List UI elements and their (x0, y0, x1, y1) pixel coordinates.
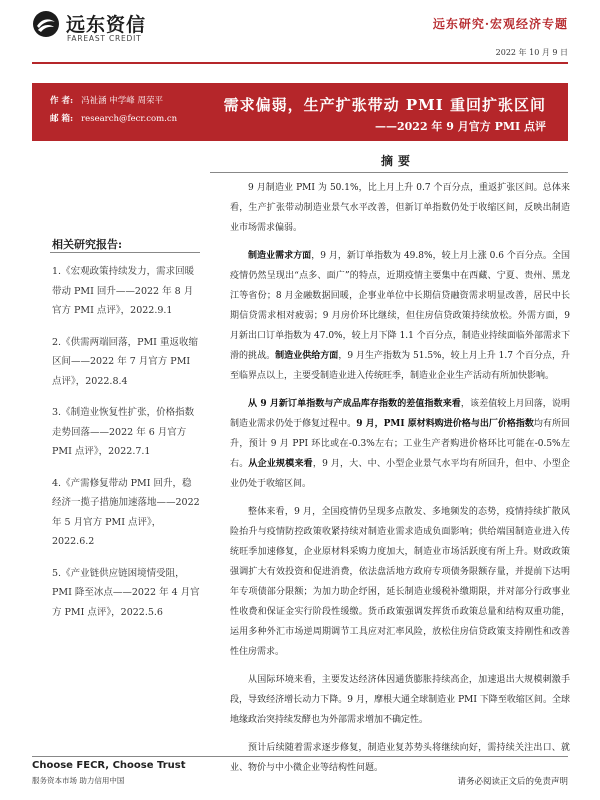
abstract-paragraph (230, 246, 570, 386)
related-report-item[interactable]: 2.《供需两端回落，PMI 重返收缩区间——2022 年 7 月官方 PMI 点评》，2022.8.4 (52, 336, 198, 387)
abstract-paragraph: 整体来看，9 月，全国疫情仍呈现多点散发、多地频发的态势，疫情持续扩散风险抬升与疫情防控政策收紧持续对制造业需求造成负面影响；供给端国制造业进入传统旺季加速修复，企业原材料采购力度加大，制造业市场活跃度有所上升。财政政策强调扩大有效投资和促进消费，依法盘活地方政府专项债务限额存量，并提前下达明年专项债部分限额；为加力助企纾困，延长制造业缓税补缴期限，并对部分行政事业性收费和保证金实行阶段性缓缴。货币政策强调发挥货币政策总量和结构双重功能，运用多种外汇市场逆周期调节工具应对汇率风险，放松住房信贷政策支持刚性和改善性住房需求。 (230, 507, 570, 657)
report-date: 2022 年 10 月 9 日 (495, 48, 568, 57)
related-divider (50, 252, 200, 253)
related-report-item[interactable]: 1.《宏观政策持续发力，需求回暖带动 PMI 回升——2022 年 8 月官方 PMI 点评》，2022.9.1 (52, 266, 195, 316)
related-report-item[interactable]: 5.《产业链供应链困境情受阻，PMI 降至冰点——2022 年 4 月官方 PMI 点评》，2022.5.6 (52, 567, 200, 618)
authors-line (50, 94, 163, 106)
logo (32, 8, 192, 48)
header-divider (32, 62, 568, 64)
logo-text-en: FAREAST CREDIT (67, 34, 142, 43)
footer-divider (32, 756, 568, 757)
footer-slogan: Choose FECR, Choose Trust (32, 760, 186, 771)
paragraph-text: ，9 月，新订单指数为 49.8%，较上月上涨 0.6 个百分点。全国疫情仍然呈现出“点多、面广”的特点，近期疫情主要集中在西藏、宁夏、贵州、黑龙江等省份；8 月金融数据回暖，企事业单位中长期信贷融资需求明显改善，居民中长期信贷需求相对疲弱；9 月房价环比继续，但住房信贷政策持续放松。外需方面，9 月新出口订单指数为 47.0%，较上月下降 1.1 个百分点，制造业持续面临外部需求下滑的挑战。 (230, 251, 570, 361)
email-address[interactable]: research@fecr.com.cn (81, 114, 178, 124)
fareast-logo-icon (32, 10, 60, 38)
abstract-paragraph (230, 394, 570, 494)
title-banner (32, 83, 568, 141)
abstract-divider (210, 172, 568, 173)
bold-lead: 从 9 月新订单指数与产成品库存指数的差值指数来看 (248, 399, 461, 409)
footer-disclaimer: 请务必阅读正文后的免责声明 (457, 777, 568, 787)
email-label: 邮 箱: (50, 114, 74, 124)
abstract-heading: 摘要 (381, 154, 416, 168)
paragraph-text: ，该差值较上月回落，说明制造业需求仍处于修复过程中。 (230, 399, 570, 429)
bold-lead: 制造业需求方面 (248, 251, 312, 261)
authors-label: 作 者: (50, 96, 74, 106)
bold-lead: 制造业供给方面 (275, 351, 339, 361)
related-report-item[interactable]: 3.《制造业恢复性扩张，价格指数走势回落——2022 年 6 月官方 PMI 点评》，2022.7.1 (52, 407, 195, 457)
authors-names: 冯祉涵 申学峰 周荣平 (81, 96, 164, 106)
footer-slogan-cn: 服务资本市场 助力信用中国 (32, 776, 125, 785)
bold-lead: 9 月，PMI 原材料购进价格与出厂价格指数 (356, 419, 534, 429)
bold-lead: 从企业规模来看 (248, 459, 313, 469)
abstract-body (230, 178, 570, 786)
paragraph-text: ，9 月，大、中、小型企业景气水平均有所回升，但中、小型企业仍处于收缩区间。 (230, 459, 570, 489)
abstract-paragraph: 预计后续随着需求逐步修复，制造业复苏势头将继续向好，需持续关注出口、就业、物价与中小微企业等结构性问题。 (230, 743, 570, 773)
abstract-paragraph: 从国际环境来看，主要发达经济体因通货膨胀持续高企，加速退出大规模刺激手段，导致经济增长动力下降。9 月，摩根大通全球制造业 PMI 下降至收缩区间。全球地缘政治突持续发酵也为外部需求增加不确定性。 (230, 675, 570, 725)
report-subtitle: ——2022 年 9 月官方 PMI 点评 (374, 120, 546, 133)
abstract-paragraph: 9 月制造业 PMI 为 50.1%，比上月上升 0.7 个百分点，重返扩张区间。总体来看，生产扩张带动制造业景气水平改善，但新订单指数仍处于收缩区间，反映出制造业市场需求偏弱。 (230, 183, 570, 233)
paragraph-text: 均有所回升，预计 9 月 PPI 环比或在-0.3%左右；工业生产者购进价格环比可能在-0.5%左右。 (230, 419, 570, 469)
report-series: 远东研究·宏观经济专题 (432, 17, 568, 31)
report-title: 需求偏弱，生产扩张带动 PMI 重回扩张区间 (223, 96, 546, 114)
related-report-item[interactable]: 4.《产需修复带动 PMI 回升，稳经济一揽子措施加速落地——2022 年 5 月官方 PMI 点评》，2022.6.2 (52, 477, 200, 547)
paragraph-text: ，9 月生产指数为 51.5%，较上月上升 1.7 个百分点，升至临界点以上，主要受制造业进入传统旺季，制造业企业生产活动有所加快影响。 (230, 351, 570, 381)
email-line (50, 112, 177, 124)
related-reports-list (52, 262, 200, 634)
related-reports-heading: 相关研究报告: (52, 238, 123, 251)
logo-text-cn: 远东资信 (66, 14, 147, 36)
